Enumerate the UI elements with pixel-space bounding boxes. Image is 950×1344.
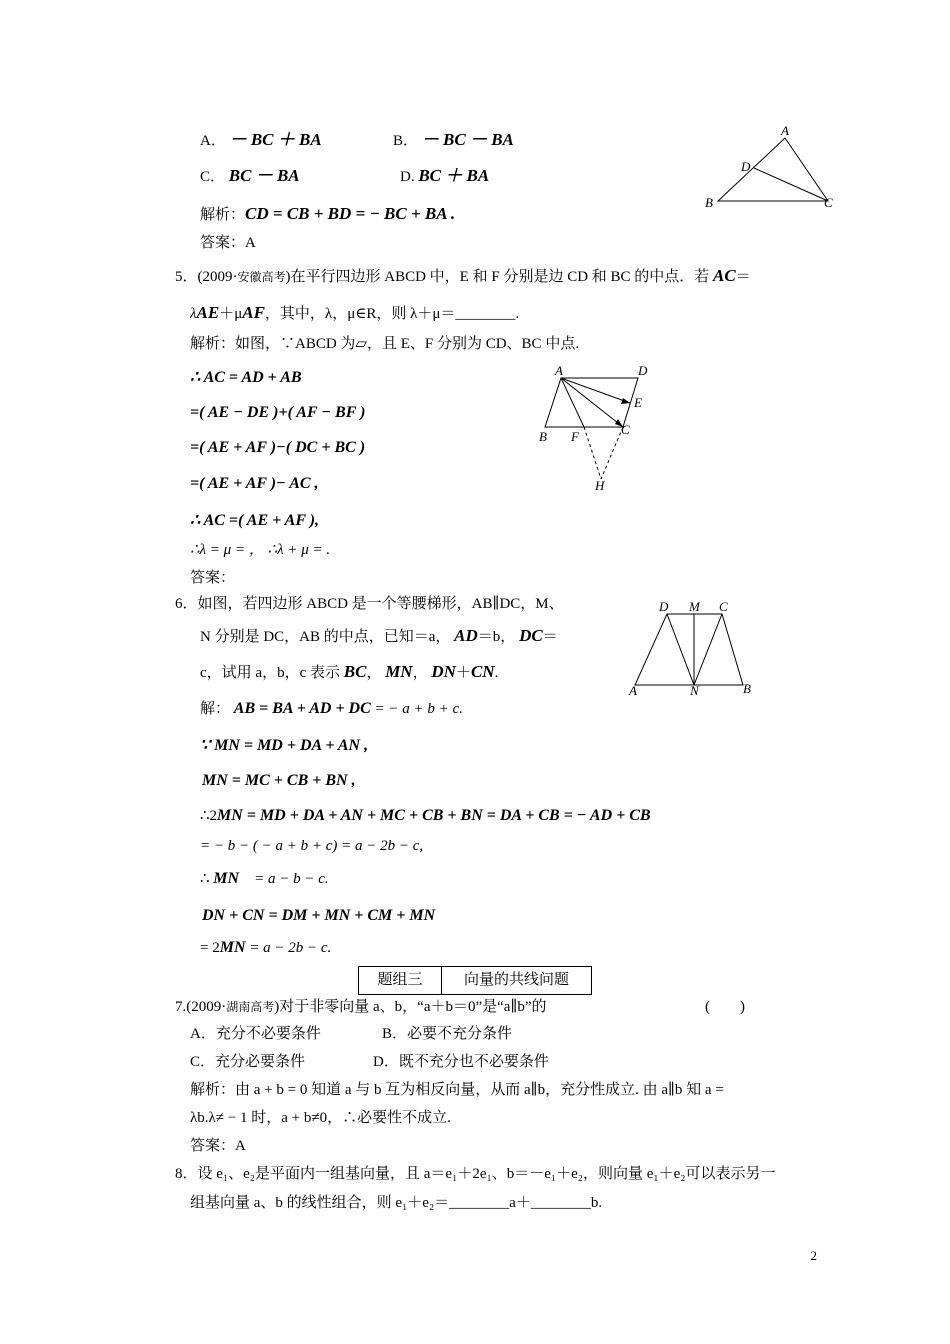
q5-step-6: ∴λ = μ = ， ∴λ + μ = . (190, 542, 331, 558)
q8-line2: 组基向量 a、b 的线性组合，则 e₁＋e₂＝________a＋________b. (190, 1195, 603, 1211)
q5-line2: λAE＋μAF，其中，λ，μ∈R，则 λ＋μ＝________. (190, 303, 520, 322)
fig3-label-b: B (743, 681, 751, 696)
q6-line1: 6．如图，若四边形 ABCD 是一个等腰梯形，AB∥DC，M、 (175, 596, 564, 612)
q7-option-a: A．充分不必要条件 (190, 1026, 321, 1042)
fig3-label-c: C (719, 599, 728, 614)
page-number: 2 (810, 1248, 817, 1263)
q5-step-3: =( AE + AF )−( DC + BC ) (190, 439, 366, 456)
q4-option-a: A． － BC ＋ BA (200, 130, 322, 149)
q5-step-2: =( AE − DE )+( AF − BF ) (190, 404, 366, 421)
q6-step-3: ∴2MN = MD + DA + AN + MC + CB + BN = DA + CB = − AD + CB (200, 807, 651, 824)
q6-step-7: = 2MN = a − 2b − c. (200, 939, 332, 956)
q4-solution: 解析：CD = CB + BD = − BC + BA . (200, 204, 456, 223)
q7-line1: 7.(2009·湖南高考)对于非零向量 a、b，“a＋b＝0”是“a∥b”的 (175, 999, 547, 1015)
q6-solution: 解： AB = BA + AD + DC = − a + b + c. (200, 700, 463, 717)
fig2-label-b: B (539, 429, 547, 444)
topic-header (358, 966, 592, 995)
q7-solution-2: λb.λ≠ − 1 时，a + b≠0，∴必要性不成立. (190, 1110, 451, 1126)
q5-line1: 5．(2009·安徽高考)在平行四边形 ABCD 中，E 和 F 分别是边 CD 和 BC 的中点．若 AC＝ (175, 266, 751, 285)
q5-answer: 答案： (190, 570, 236, 586)
q6-step-4: = − b − ( − a + b + c) = a − 2b − c, (200, 838, 424, 854)
q5-step-4: =( AE + AF )− AC , (190, 475, 319, 492)
fig3-label-n: N (690, 683, 699, 698)
parallelogram-figure (535, 362, 655, 497)
fig2-label-e: E (634, 395, 642, 410)
q5-step-5: ∴ AC =( AE + AF ), (190, 512, 320, 529)
q6-step-2: MN = MC + CB + BN , (202, 772, 356, 789)
q6-line2: N 分别是 DC，AB 的中点，已知＝a， AD＝b， DC＝ (200, 626, 558, 645)
trapezoid-figure (625, 598, 765, 703)
fig2-label-h: H (595, 478, 605, 493)
q6-step-6: DN + CN = DM + MN + CM + MN (202, 907, 436, 924)
fig2-label-d: D (638, 363, 648, 378)
fig2-label-a: A (555, 363, 563, 378)
q7-solution-1: 解析：由 a + b = 0 知道 a 与 b 互为相反向量，从而 a∥b，充分性成立. 由 a∥b 知 a = (190, 1082, 724, 1098)
fig2-label-c: C (621, 422, 630, 437)
fig3-label-d: D (659, 599, 669, 614)
q5-step-1: ∴ AC = AD + AB (190, 369, 302, 386)
q7-option-d: D．既不充分也不必要条件 (373, 1054, 549, 1070)
q4-answer: 答案：A (200, 235, 256, 251)
q6-line3: c，试用 a，b，c 表示 BC， MN， DN＋CN. (200, 662, 499, 681)
q4-option-c: C． BC － BA (200, 166, 300, 185)
q6-step-5: ∴ MN = a − b − c. (200, 870, 329, 887)
triangle-figure (700, 124, 840, 214)
q4-option-d: D. BC ＋ BA (400, 166, 490, 185)
fig1-label-d: D (741, 159, 751, 174)
fig1-label-a: A (781, 123, 789, 138)
fig3-label-m: M (689, 599, 700, 614)
q5-solution-intro: 解析：如图，∵ABCD 为▱，且 E、F 分别为 CD、BC 中点. (190, 336, 580, 352)
q8-line1: 8．设 e₁、e₂是平面内一组基向量，且 a＝e₁＋2e₁、b＝－e₁＋e₂，则向量 e₁＋e₂可以表示另一 (175, 1166, 776, 1182)
topic-group: 题组三 (359, 967, 442, 994)
q7-paren: ( ) (705, 999, 745, 1015)
topic-title: 向量的共线问题 (463, 972, 569, 988)
q4-option-b: B． － BC － BA (393, 130, 514, 149)
fig2-label-f: F (571, 429, 579, 444)
fig3-label-a: A (629, 683, 637, 698)
q7-answer: 答案：A (190, 1138, 246, 1154)
q7-option-b: B．必要不充分条件 (382, 1026, 513, 1042)
q7-option-c: C．充分必要条件 (190, 1054, 306, 1070)
fig1-label-b: B (705, 195, 713, 210)
fig1-label-c: C (824, 195, 833, 210)
q6-step-1: ∵ MN = MD + DA + AN , (200, 737, 369, 754)
